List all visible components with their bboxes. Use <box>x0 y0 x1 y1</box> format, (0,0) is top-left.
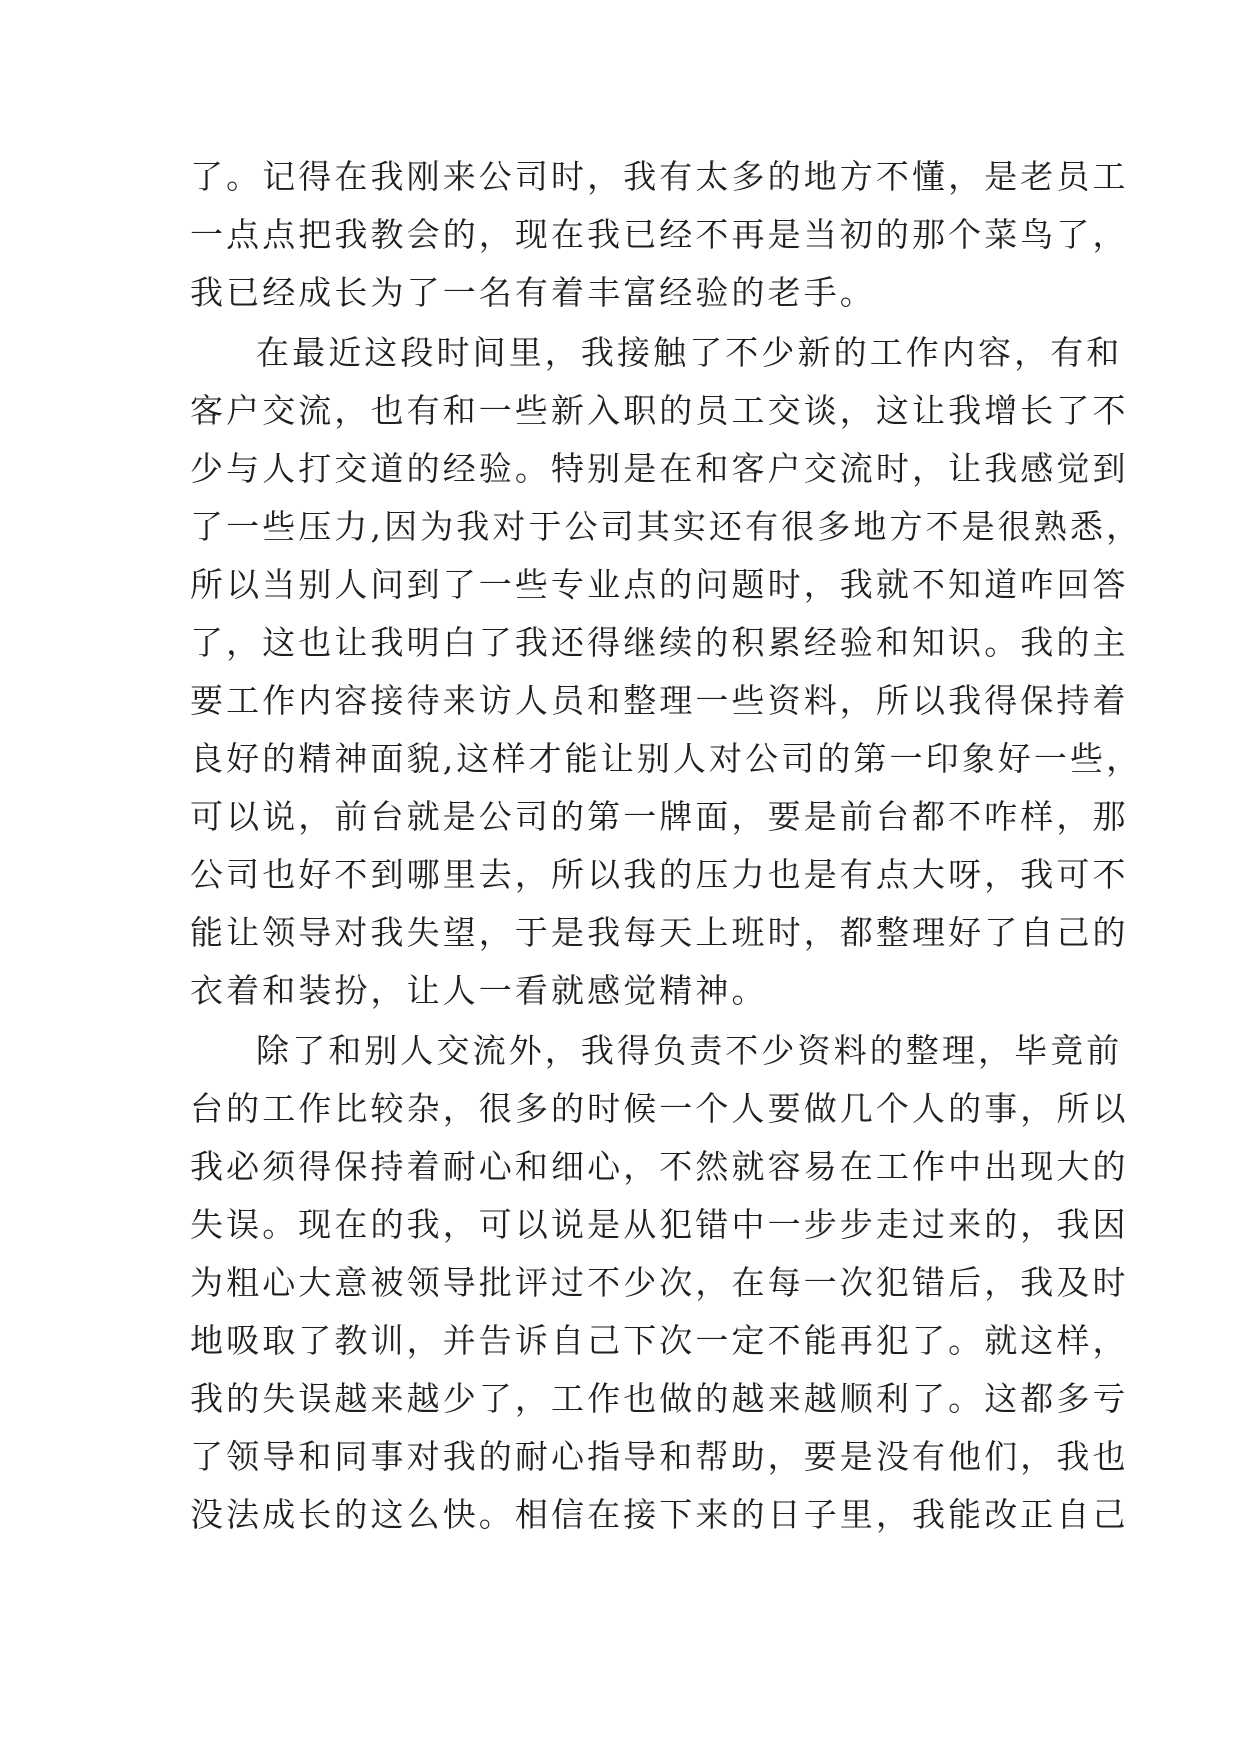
text-line: 我已经成长为了一名有着丰富经验的老手。 <box>190 273 876 312</box>
text-line: 可以说，前台就是公司的第一牌面，要是前台都不咋样，那 <box>190 797 1129 836</box>
text-line: 一点点把我教会的，现在我已经不再是当初的那个菜鸟了， <box>190 215 1129 254</box>
text-line: 了领导和同事对我的耐心指导和帮助，要是没有他们，我也 <box>190 1437 1129 1476</box>
text-line: 了，这也让我明白了我还得继续的积累经验和知识。我的主 <box>190 623 1129 662</box>
paragraph <box>190 148 1129 322</box>
text-line: 没法成长的这么快。相信在接下来的日子里，我能改正自己 <box>190 1495 1129 1534</box>
text-line: 除了和别人交流外，我得负责不少资料的整理，毕竟前 <box>256 1031 1123 1070</box>
text-line: 失误。现在的我，可以说是从犯错中一步步走过来的，我因 <box>190 1205 1129 1244</box>
text-line: 我的失误越来越少了，工作也做的越来越顺利了。这都多亏 <box>190 1379 1129 1418</box>
text-line: 所以当别人问到了一些专业点的问题时，我就不知道咋回答 <box>190 565 1129 604</box>
text-line: 少与人打交道的经验。特别是在和客户交流时，让我感觉到 <box>190 449 1129 488</box>
text-line: 在最近这段时间里，我接触了不少新的工作内容，有和 <box>256 333 1123 372</box>
text-line: 能让领导对我失望，于是我每天上班时，都整理好了自己的 <box>190 913 1129 952</box>
text-line: 我必须得保持着耐心和细心，不然就容易在工作中出现大的 <box>190 1147 1129 1186</box>
text-line: 了。记得在我刚来公司时，我有太多的地方不懂，是老员工 <box>190 157 1129 196</box>
text-line: 衣着和装扮，让人一看就感觉精神。 <box>190 971 768 1010</box>
text-line: 地吸取了教训，并告诉自己下次一定不能再犯了。就这样， <box>190 1321 1129 1360</box>
paragraph <box>190 1022 1129 1544</box>
text-line: 了一些压力,因为我对于公司其实还有很多地方不是很熟悉， <box>190 507 1143 546</box>
document-body <box>190 148 1143 1544</box>
text-line: 良好的精神面貌,这样才能让别人对公司的第一印象好一些， <box>190 739 1143 778</box>
text-line: 台的工作比较杂，很多的时候一个人要做几个人的事，所以 <box>190 1089 1129 1128</box>
text-line: 公司也好不到哪里去，所以我的压力也是有点大呀，我可不 <box>190 855 1129 894</box>
text-line: 客户交流，也有和一些新入职的员工交谈，这让我增长了不 <box>190 391 1129 430</box>
text-line: 为粗心大意被领导批评过不少次，在每一次犯错后，我及时 <box>190 1263 1129 1302</box>
text-line: 要工作内容接待来访人员和整理一些资料，所以我得保持着 <box>190 681 1129 720</box>
paragraph <box>190 324 1143 1020</box>
